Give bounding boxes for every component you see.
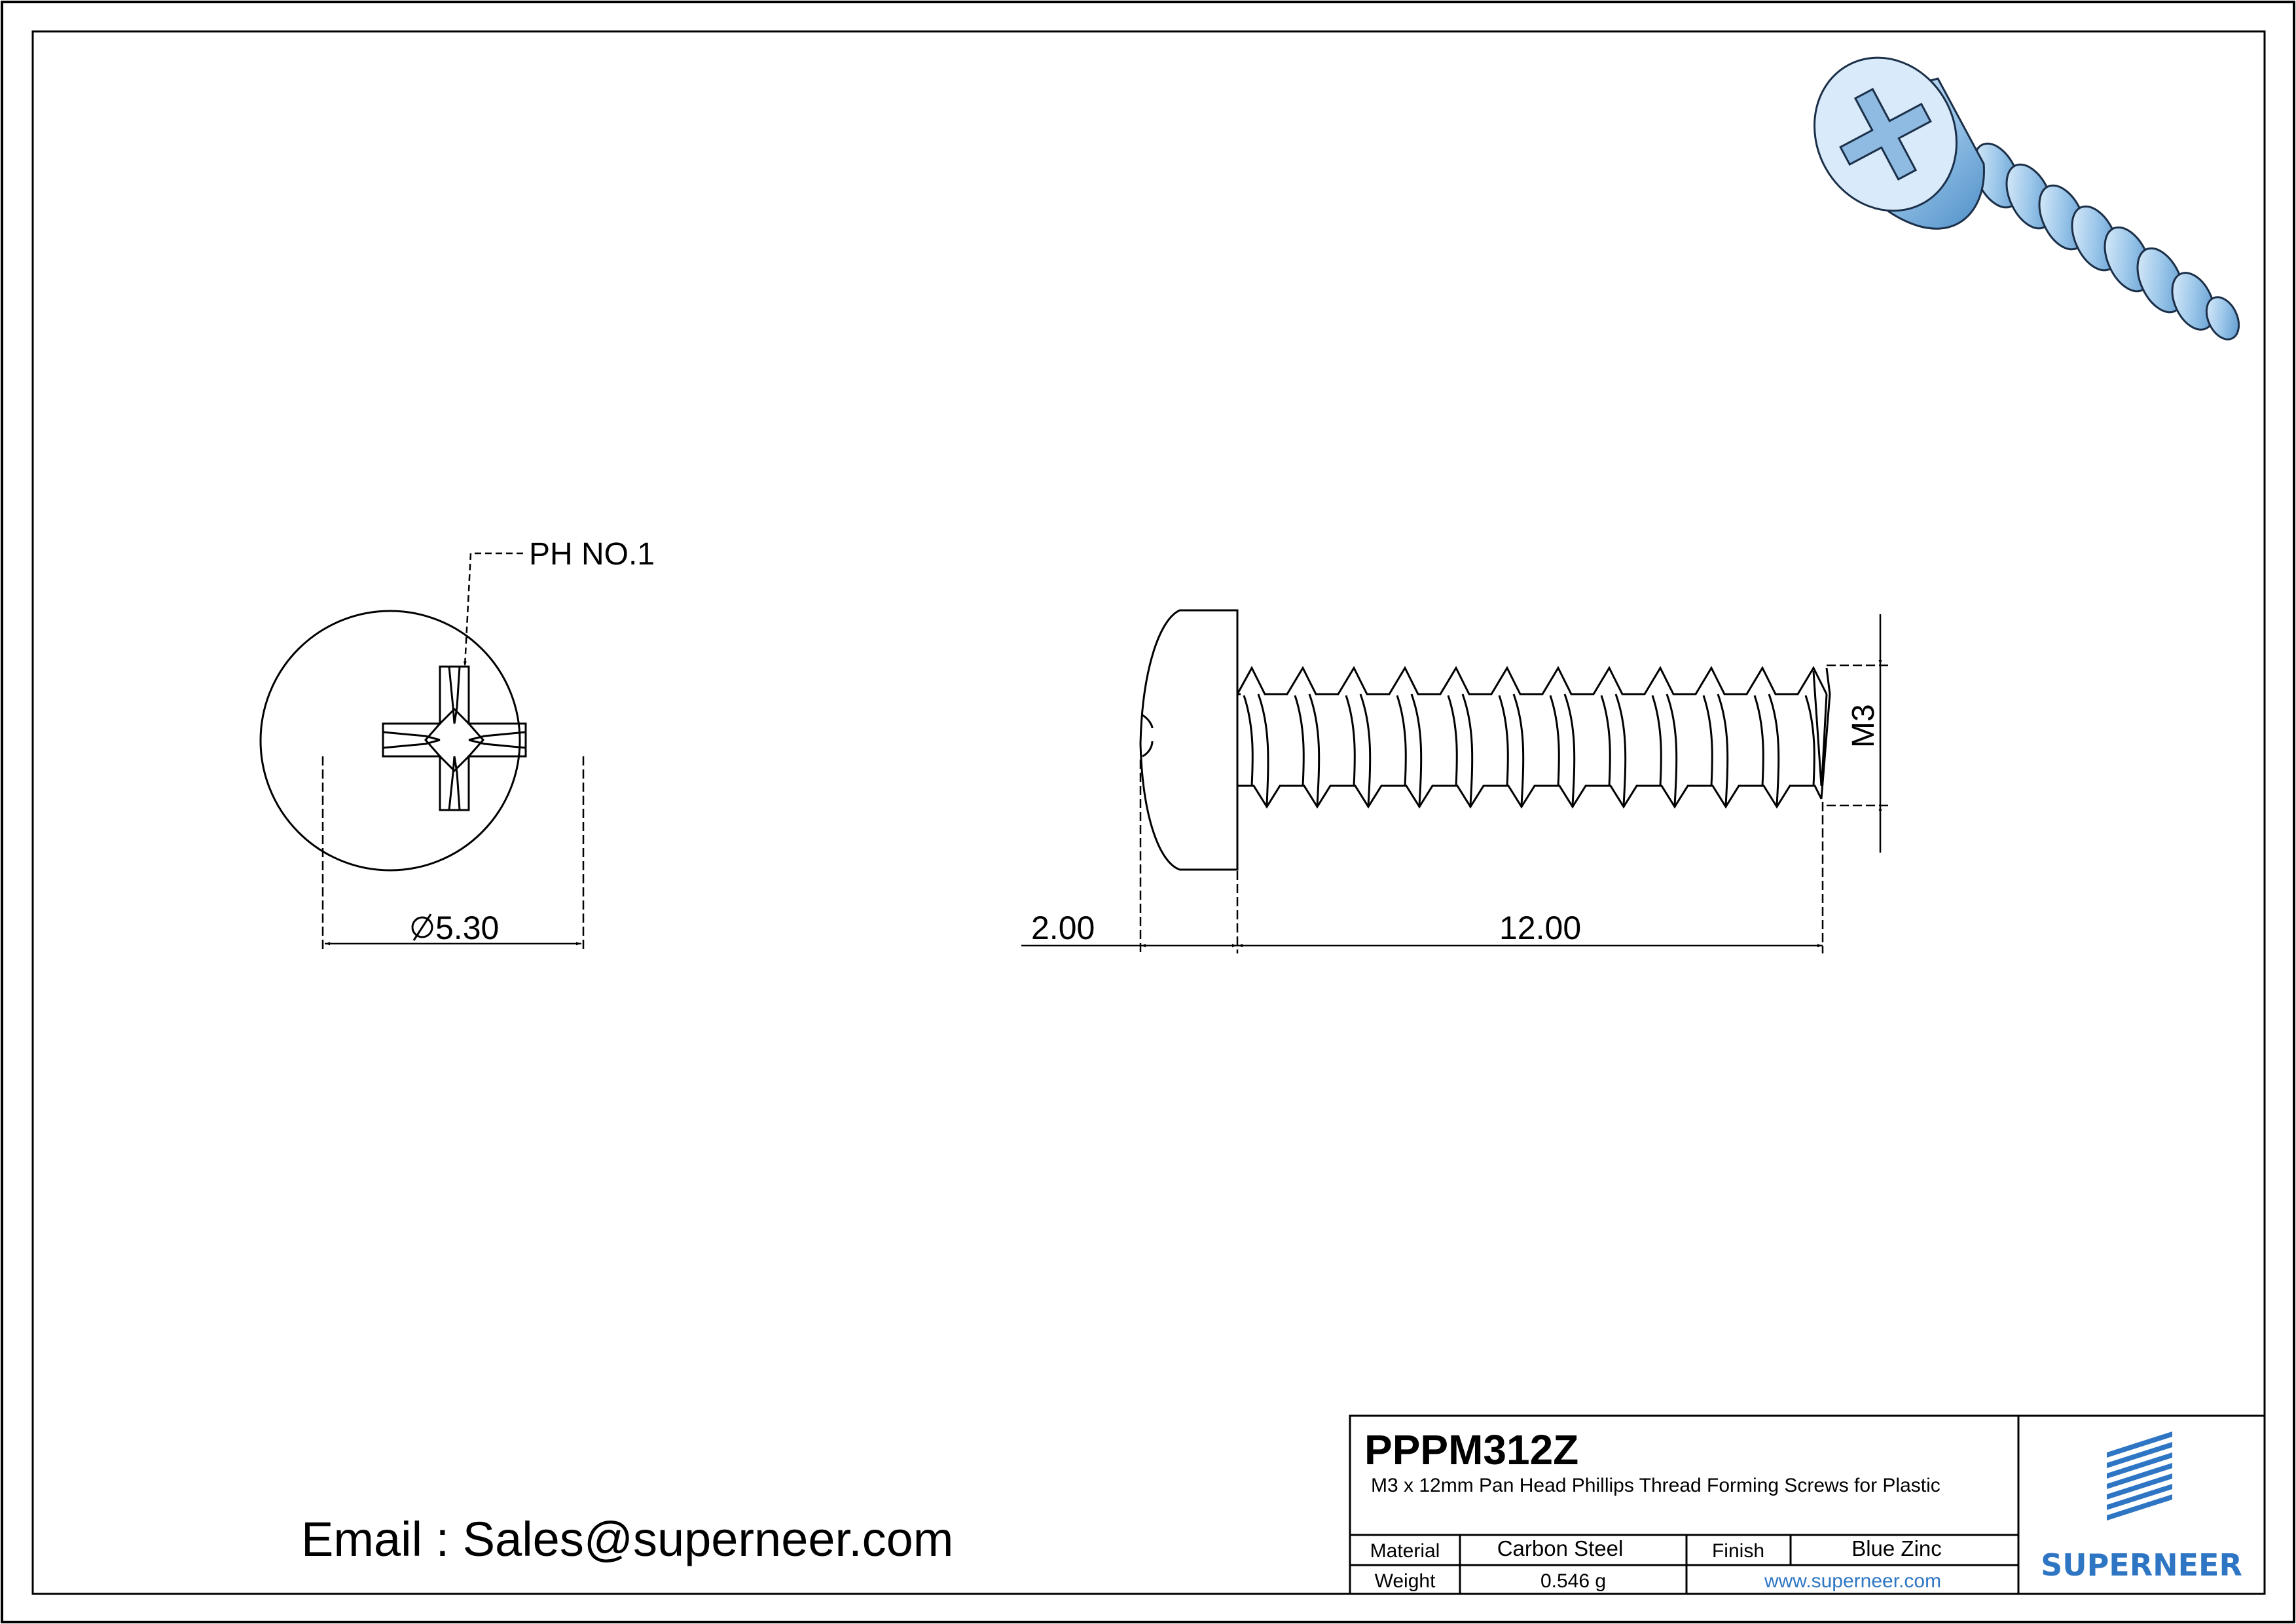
- head-height-value: 2.00: [1031, 910, 1095, 946]
- website-link[interactable]: www.superneer.com: [1764, 1570, 1942, 1592]
- head-top-view: [261, 537, 655, 953]
- weight-label: Weight: [1374, 1570, 1436, 1592]
- phillips-recess-icon: [383, 667, 526, 810]
- head-outline: [261, 611, 520, 870]
- diameter-symbol-icon: [412, 914, 432, 940]
- contact-email: Email : Sales@superneer.com: [301, 1512, 954, 1566]
- brand-logo-text: SUPERNEER: [2041, 1547, 2242, 1583]
- stacked-stripes-logo-icon: [2107, 1431, 2172, 1521]
- material-value: Carbon Steel: [1497, 1536, 1624, 1560]
- screw-side-view: [1140, 610, 1830, 870]
- thread-size-value: M3: [1846, 704, 1881, 748]
- pan-head-outline: [1140, 610, 1237, 870]
- screw-tip: [1813, 668, 1830, 799]
- part-number: PPPM312Z: [1364, 1426, 1579, 1473]
- material-label: Material: [1370, 1540, 1440, 1562]
- length-value: 12.00: [1499, 910, 1582, 946]
- part-description: M3 x 12mm Pan Head Phillips Thread Forming Screws for Plastic: [1371, 1475, 1941, 1496]
- drive-callout: PH NO.1: [529, 537, 655, 572]
- thread-profile-bottom: [1237, 786, 1821, 807]
- finish-value: Blue Zinc: [1851, 1536, 1942, 1560]
- screw-3d-render: [1788, 33, 2245, 344]
- diameter-value: 5.30: [435, 910, 500, 946]
- finish-label: Finish: [1711, 1540, 1765, 1562]
- thread-profile-top: [1237, 668, 1827, 694]
- weight-value: 0.546 g: [1540, 1570, 1607, 1592]
